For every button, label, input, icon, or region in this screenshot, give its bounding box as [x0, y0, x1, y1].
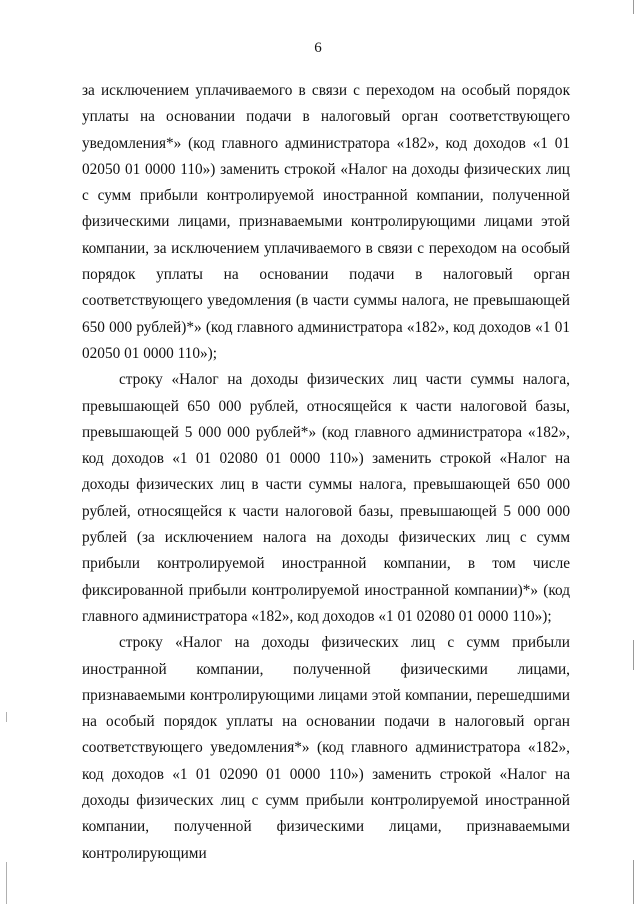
scan-edge-mark-bottom	[633, 860, 634, 904]
scan-edge-mark-top	[633, 0, 634, 14]
scan-edge-mark-left-bottom	[6, 862, 7, 904]
scan-edge-mark-left	[6, 712, 7, 722]
paragraph-continuation: за исключением уплачиваемого в связи с переходом на особый порядок уплаты на основании подачи в налоговый орган соответствующего уведомления*» (код главного администратора «182», код доходов «1 01 02050 01 0000 110») заменить строкой «Налог на доходы физических лиц с сумм прибыли контролируемой иностранной компании, полученной физическими лицами, признаваемыми контролирующими лицами этой компании, за исключением уплачиваемого в связи с переходом на особый порядок уплаты на основании подачи в налоговый орган соответствующего уведомления (в части суммы налога, не превышающей 650 000 рублей)*» (код главного администратора «182», код доходов «1 01 02050 01 0000 110»);	[82, 82, 570, 362]
page-number: 6	[314, 40, 322, 56]
paragraph-amendment-02080: строку «Налог на доходы физических лиц части суммы налога, превышающей 650 000 рублей, относящейся к части налоговой базы, превышающей 5 000 000 рублей*» (код главного администратора «182», код доходов «1 01 02080 01 0000 110») заменить строкой «Налог на доходы физических лиц в части суммы налога, превышающей 650 000 рублей, относящейся к части налоговой базы, превышающей 5 000 000 рублей (за исключением налога на доходы физических лиц с сумм прибыли контролируемой иностранной компании, в том числе фиксированной прибыли контролируемой иностранной компании)*» (код главного администратора «182», код доходов «1 01 02080 01 0000 110»);	[82, 371, 570, 625]
paragraph-amendment-02090: строку «Налог на доходы физических лиц с сумм прибыли иностранной компании, полученной физическими лицами, признаваемыми контролирующими лицами этой компании, перешедшими на особый порядок уплаты на основании подачи в налоговый орган соответствующего уведомления*» (код главного администратора «182», код доходов «1 01 02090 01 0000 110») заменить строкой «Налог на доходы физических лиц с сумм прибыли контролируемой иностранной компании, полученной физическими лицами, признаваемыми контролирующими	[82, 634, 570, 862]
document-body	[82, 78, 570, 867]
scan-edge-mark-right	[633, 640, 634, 670]
